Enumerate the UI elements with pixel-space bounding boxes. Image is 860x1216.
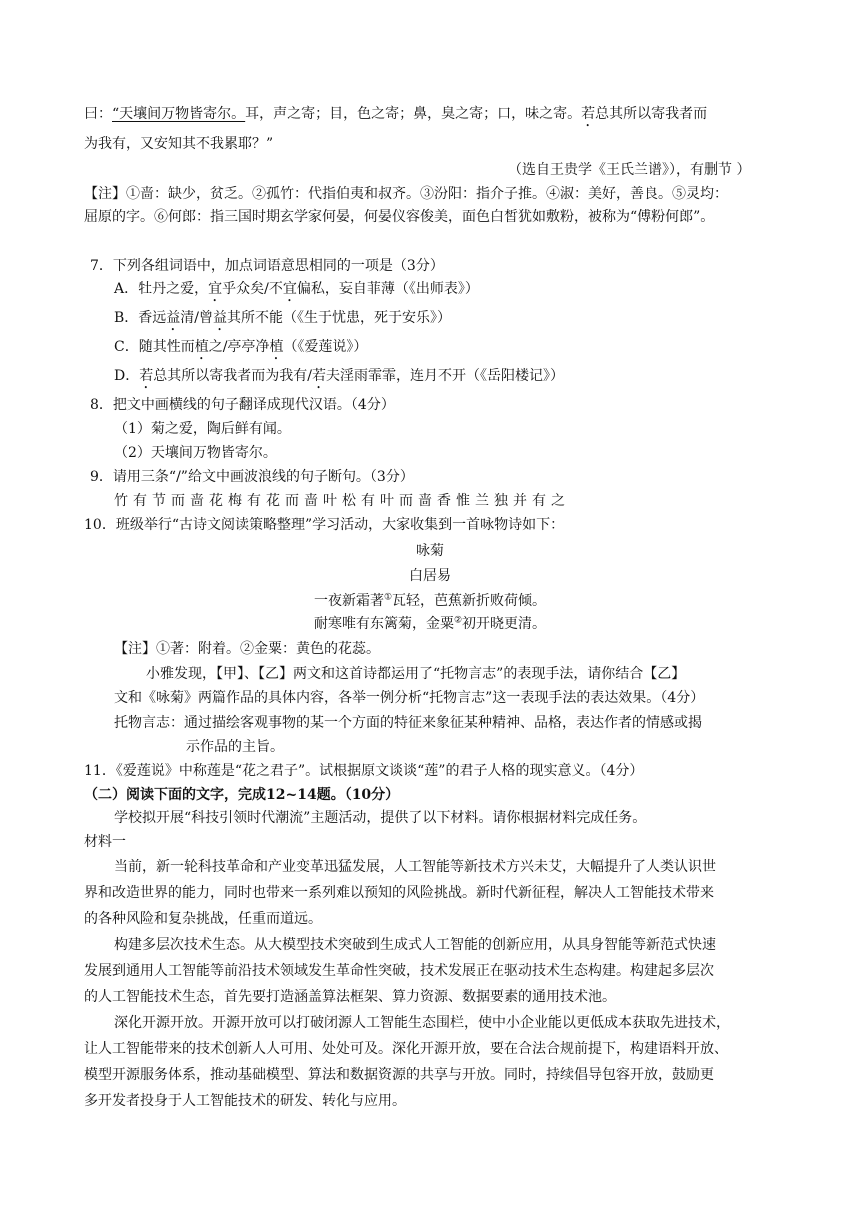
material-p3-line-3: 模型开源服务体系，推动基础模型、算法和数据资源的共享与开放。同时，持续倡导包容开放，鼓励更	[84, 1067, 714, 1083]
q7-option-c: C．随其性而植之/亭亭净植（《爱莲说》）	[114, 339, 368, 355]
poem-note: 【注】①著：附着。②金粟：黄色的花蕊。	[114, 641, 380, 657]
material-p3-line-4: 多开发者投身于人工智能技术的研发、转化与应用。	[84, 1093, 406, 1109]
material-p1-line-2: 界和改造世界的能力，同时也带来一系列难以预知的风险挑战。新时代新征程，解决人工智能技术带来	[84, 885, 714, 901]
section-2-intro: 学校拟开展“科技引领时代潮流”主题活动，提供了以下材料。请你根据材料完成任务。	[114, 810, 647, 826]
q7-option-d: D．若总其所以寄我者而为我有/若夫淫雨霏霏，连月不开（《岳阳楼记》）	[114, 368, 564, 384]
passage-source: （选自王贵学《王氏兰谱》），有删节 ）	[508, 162, 751, 178]
poem-title: 咏菊	[416, 543, 444, 559]
poem-author: 白居易	[409, 568, 451, 584]
material-p3-line-2: 让人工智能带来的技术创新人人可用、处处可及。深化开源开放，要在合法合规前提下，构建语料开放、	[84, 1041, 728, 1057]
passage-line-1: 曰：“天壤间万物皆寄尔。耳，声之寄；目，色之寄；鼻，臭之寄；口，味之寄。若总其所以寄我者而	[84, 106, 708, 122]
q7-option-a: A．牡丹之爱，宜乎众矣/不宜偏私，妄自菲薄（《出师表》）	[114, 281, 479, 297]
q7-stem: 7．下列各组词语中，加点词语意思相同的一项是（3分）	[90, 258, 444, 274]
notes-line-2: 屈原的字。⑥何郎：指三国时期玄学家何晏，何晏仪容俊美，面色白皙犹如敷粉，被称为“傅粉何郎”。	[84, 209, 715, 225]
dotted-word: 若	[581, 106, 596, 122]
material-p2-line-1: 构建多层次技术生态。从大模型技术突破到生成式人工智能的创新应用，从具身智能等新范式快速	[114, 937, 716, 953]
q9-wavy-sentence: 竹有节而啬花梅有花而啬叶松有叶而啬香惟兰独并有之	[114, 493, 570, 509]
section-2-heading: （二）阅读下面的文字，完成12~14题。（10分）	[84, 787, 400, 803]
q11-stem: 11．《爱莲说》中称莲是“花之君子”。试根据原文谈谈“莲”的君子人格的现实意义。（4分）	[84, 763, 644, 779]
material-p3-line-1: 深化开源开放。开源开放可以打破闭源人工智能生态围栏，使中小企业能以更低成本获取先进技术，	[114, 1015, 730, 1031]
q10-task-line-2: 文和《咏菊》两篇作品的具体内容，各举一例分析“托物言志”这一表现手法的表达效果。（4分）	[114, 690, 705, 706]
q8-sentence-1: （1）菊之爱，陶后鲜有闻。	[114, 421, 291, 437]
material-1-label: 材料一	[84, 834, 126, 850]
underlined-sentence: “天壤间万物皆寄尔。	[112, 106, 246, 122]
q10-definition-line-1: 托物言志：通过描绘客观事物的某一个方面的特征来象征某种精神、品格，表达作者的情感或揭	[114, 715, 702, 731]
material-p1-line-1: 当前，新一轮科技革命和产业变革迅猛发展，人工智能等新技术方兴未艾，大幅提升了人类认识世	[114, 859, 716, 875]
poem-line-1: 一夜新霜著①瓦轻，芭蕉新折败荷倾。	[313, 592, 547, 609]
q9-stem: 9．请用三条“/”给文中画波浪线的句子断句。（3分）	[90, 469, 414, 485]
q10-task-line-1: 小雅发现，【甲】、【乙】两文和这首诗都运用了“托物言志”的表现手法，请你结合【乙】	[146, 666, 686, 682]
passage-line-2: 为我有，又安知其不我累耶？”	[84, 136, 274, 152]
q10-definition-line-2: 示作品的主旨。	[186, 739, 284, 755]
q8-sentence-2: （2）天壤间万物皆寄尔。	[114, 445, 277, 461]
material-p2-line-3: 的人工智能技术生态，首先要打造涵盖算法框架、算力资源、数据要素的通用技术池。	[84, 989, 616, 1005]
poem-line-2: 耐寒唯有东篱菊，金粟②初开晓更清。	[313, 615, 547, 632]
material-p1-line-3: 的各种风险和复杂挑战，任重而道远。	[84, 911, 322, 927]
q7-option-b: B．香远益清/曾益其所不能（《生于忧患，死于安乐》）	[114, 310, 452, 326]
notes-line-1: 【注】①啬：缺少，贫乏。②孤竹：代指伯夷和叔齐。③汾阳：指介子推。④淑：美好，善良。⑤灵均：	[84, 186, 728, 202]
q8-stem: 8．把文中画横线的句子翻译成现代汉语。（4分）	[90, 397, 395, 413]
material-p2-line-2: 发展到通用人工智能等前沿技术领域发生革命性突破，技术发展正在驱动技术生态构建。构建起多层次	[84, 963, 714, 979]
q10-stem: 10．班级举行“古诗文阅读策略整理”学习活动，大家收集到一首咏物诗如下：	[84, 517, 565, 533]
